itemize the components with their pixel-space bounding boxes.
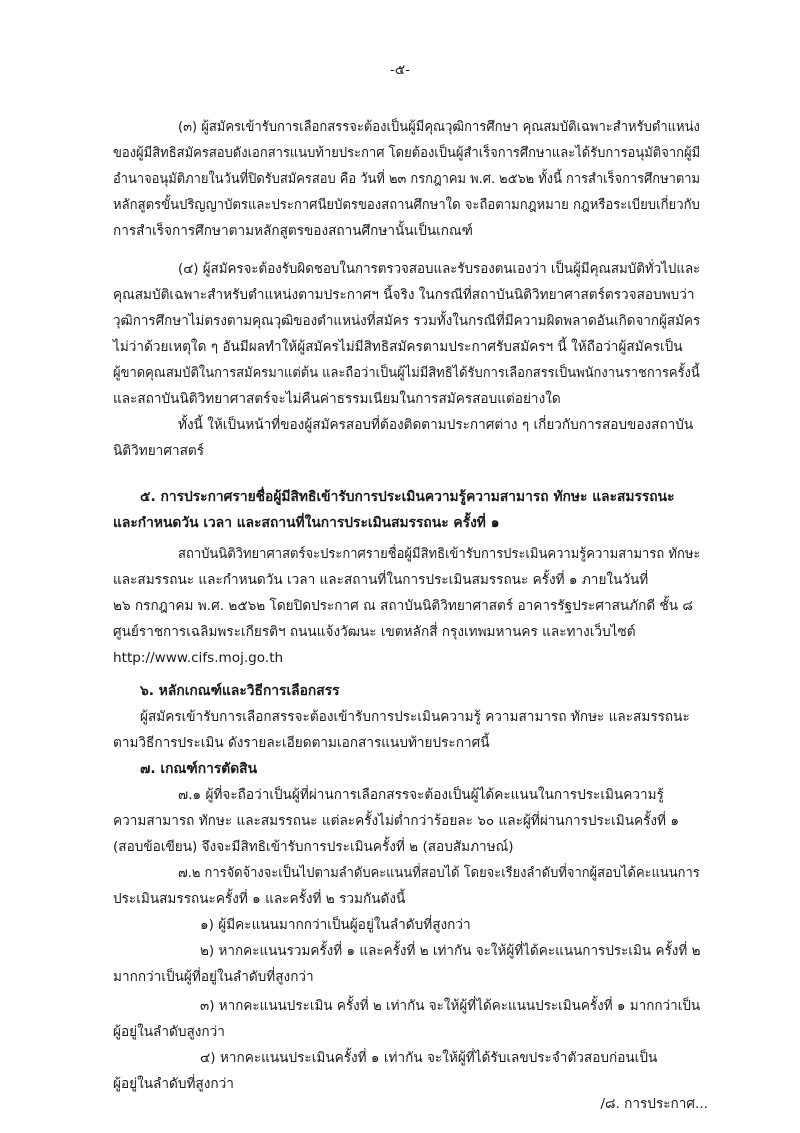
section-6-heading: ๖. หลักเกณฑ์และวิธีการเลือกสรร (140, 683, 340, 699)
list-item: ๑) ผู้มีคะแนนมากกว่าเป็นผู้อยู่ในลำดับที่สูงกว่า (200, 917, 471, 933)
list-item: ๒) หากคะแนนรวมครั้งที่ ๑ และครั้งที่ ๒ เท่ากัน จะให้ผู้ที่ได้คะแนนการประเมิน ครั้งที่ ๒ (200, 943, 701, 959)
paragraph-line: ๒๖ กรกฎาคม พ.ศ. ๒๕๖๒ โดยปิดประกาศ ณ สถาบันนิติวิทยาศาสตร์ อาคารรัฐประศาสนภักดี ชั้น ๘ (113, 598, 693, 614)
paragraph-line: ของผู้มีสิทธิสมัครสอบดังเอกสารแนบท้ายประกาศ โดยต้องเป็นผู้สำเร็จการศึกษาและได้รับการอนุมัติจากผู้มี (113, 145, 701, 161)
paragraph-line: คุณสมบัติเฉพาะสำหรับตำแหน่งตามประกาศฯ นี้จริง ในกรณีที่สถาบันนิติวิทยาศาสตร์ตรวจสอบพบว่า (113, 287, 695, 303)
list-item: ๔) หากคะแนนประเมินครั้งที่ ๑ เท่ากัน จะให้ผู้ที่ได้รับเลขประจำตัวสอบก่อนเป็น (200, 1050, 658, 1066)
section-7-heading: ๗. เกณฑ์การตัดสิน (140, 761, 258, 777)
paragraph-line: การสำเร็จการศึกษาตามหลักสูตรของสถานศึกษานั้นเป็นเกณฑ์ (113, 223, 473, 239)
section-5-heading: และกำหนดวัน เวลา และสถานที่ในการประเมินสมรรถนะ ครั้งที่ ๑ (113, 515, 500, 531)
paragraph-line: ศูนย์ราชการเฉลิมพระเกียรติฯ ถนนแจ้งวัฒนะ เขตหลักสี่ กรุงเทพมหานคร และทางเว็บไซต์ (113, 624, 636, 640)
paragraph-line: ๗.๒ การจัดจ้างจะเป็นไปตามลำดับคะแนนที่สอบได้ โดยจะเรียงลำดับที่จากผู้สอบได้คะแนนการ (178, 865, 700, 881)
paragraph-line: และสมรรถนะ และกำหนดวัน เวลา และสถานที่ในการประเมินสมรรถนะ ครั้งที่ ๑ ภายในวันที่ (113, 572, 649, 588)
paragraph-line: ทั้งนี้ ให้เป็นหน้าที่ของผู้สมัครสอบที่ต้องติดตามประกาศต่าง ๆ เกี่ยวกับการสอบของสถาบัน (178, 417, 694, 433)
paragraph-line: ความสามารถ ทักษะ และสมรรถนะ แต่ละครั้งไม่ต่ำกว่าร้อยละ ๖๐ และผู้ที่ผ่านการประเมินครั้งที่ ๑ (113, 813, 679, 829)
paragraph-line: นิติวิทยาศาสตร์ (113, 443, 205, 459)
paragraph-line: ประเมินสมรรถนะครั้งที่ ๑ และครั้งที่ ๒ รวมกันดังนี้ (113, 891, 406, 907)
paragraph-line: ผู้สมัครเข้ารับการเลือกสรรจะต้องเข้ารับการประเมินความรู้ ความสามารถ ทักษะ และสมรรถนะ (140, 709, 690, 725)
paragraph-line: (๔) ผู้สมัครจะต้องรับผิดชอบในการตรวจสอบและรับรองตนเองว่า เป็นผู้มีคุณสมบัติทั่วไปและ (178, 261, 701, 277)
paragraph-line: (๓) ผู้สมัครเข้ารับการเลือกสรรจะต้องเป็นผู้มีคุณวุฒิการศึกษา คุณสมบัติเฉพาะสำหรับตำแหน่ง (178, 119, 700, 135)
paragraph-line: และสถาบันนิติวิทยาศาสตร์จะไม่คืนค่าธรรมเนียมในการสมัครสอบแต่อย่างใด (113, 391, 561, 407)
paragraph-line: ตามวิธีการประเมิน ดังรายละเอียดตามเอกสารแนบท้ายประกาศนี้ (113, 735, 490, 751)
paragraph-line: วุฒิการศึกษาไม่ตรงตามคุณวุฒิของตำแหน่งที่สมัคร รวมทั้งในกรณีที่มีความผิดพลาดอันเกิดจากผู้สมัคร (113, 313, 701, 329)
list-item: ๓) หากคะแนนประเมิน ครั้งที่ ๒ เท่ากัน จะให้ผู้ที่ได้คะแนนประเมินครั้งที่ ๑ มากกว่าเป็น (200, 998, 701, 1014)
continuation-note: /๘. การประกาศ... (600, 1096, 708, 1112)
section-5-heading: ๕. การประกาศรายชื่อผู้มีสิทธิเข้ารับการประเมินความรู้ความสามารถ ทักษะ และสมรรถนะ (140, 489, 675, 505)
paragraph-line: หลักสูตรขั้นปริญญาบัตรและประกาศนียบัตรของสถานศึกษาใด จะถือตามกฎหมาย กฎหรือระเบียบเกี่ยวกับ (113, 197, 700, 213)
list-item: ผู้อยู่ในลำดับสูงกว่า (113, 1024, 225, 1040)
paragraph-line: สถาบันนิติวิทยาศาสตร์จะประกาศรายชื่อผู้มีสิทธิเข้ารับการประเมินความรู้ความสามารถ ทักษะ (178, 546, 701, 562)
paragraph-line: ไม่ว่าด้วยเหตุใด ๆ อันมีผลทำให้ผู้สมัครไม่มีสิทธิสมัครตามประกาศรับสมัครฯ นี้ ให้ถือว่าผู้สมัครเป็น (113, 339, 683, 355)
page-number: -๕- (389, 62, 411, 78)
paragraph-line: อำนาจอนุมัติภายในวันที่ปิดรับสมัครสอบ คือ วันที่ ๒๓ กรกฎาคม พ.ศ. ๒๕๖๒ ทั้งนี้ การสำเร็จการศึกษาตาม (113, 171, 700, 187)
list-item: มากกว่าเป็นผู้ที่อยู่ในลำดับที่สูงกว่า (113, 969, 314, 985)
paragraph-line: (สอบข้อเขียน) จึงจะมีสิทธิเข้ารับการประเมินครั้งที่ ๒ (สอบสัมภาษณ์) (113, 839, 514, 855)
list-item: ผู้อยู่ในลำดับที่สูงกว่า (113, 1076, 234, 1092)
paragraph-line: ผู้ขาดคุณสมบัติในการสมัครมาแต่ต้น และถือว่าเป็นผู้ไม่มีสิทธิได้รับการเลือกสรรเป็นพนักงานราชการครั้งนี้ (113, 365, 700, 381)
website-url: http://www.cifs.moj.go.th (113, 650, 284, 666)
paragraph-line: ๗.๑ ผู้ที่จะถือว่าเป็นผู้ที่ผ่านการเลือกสรรจะต้องเป็นผู้ได้คะแนนในการประเมินความรู้ (178, 787, 664, 803)
